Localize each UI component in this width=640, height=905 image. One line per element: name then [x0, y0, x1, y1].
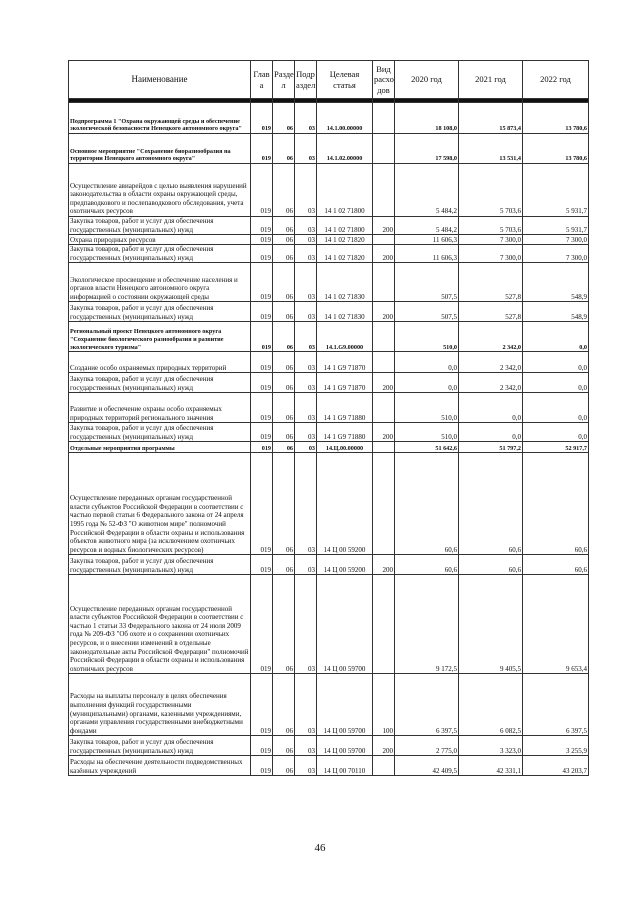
cell-vid: 200 — [373, 736, 395, 756]
cell-vid: 200 — [373, 555, 395, 575]
table-row — [69, 302, 589, 322]
cell-vid: 200 — [373, 302, 395, 322]
cell-vid — [373, 235, 395, 245]
cell-y2021: 60,6 — [459, 555, 523, 575]
cell-y2022: 0,0 — [523, 352, 589, 373]
cell-y2020: 0,0 — [395, 373, 459, 393]
table-row — [69, 393, 589, 423]
cell-y2020: 18 108,0 — [395, 103, 459, 134]
cell-name: Охрана природных ресурсов — [69, 235, 251, 245]
cell-y2021: 42 331,1 — [459, 756, 523, 776]
cell-y2022: 60,6 — [523, 555, 589, 575]
cell-glava: 019 — [251, 217, 273, 235]
cell-y2021: 9 405,5 — [459, 575, 523, 674]
cell-y2020: 2 775,0 — [395, 736, 459, 756]
cell-target: 14 1 G9 71870 — [317, 373, 373, 393]
cell-name: Закупка товаров, работ и услуг для обеспечения государственных (муниципальных) нужд — [69, 736, 251, 756]
table-row — [69, 453, 589, 555]
cell-y2022: 3 255,9 — [523, 736, 589, 756]
cell-target: 14.1.G9.00000 — [317, 322, 373, 352]
cell-vid: 100 — [373, 674, 395, 736]
cell-razdel: 06 — [273, 442, 295, 453]
cell-name: Осуществление авиарейдов с целью выявления нарушений законодательства в области охраны окружающей среды, предпаводкового и послепаводкового обследования, учета охотничьих ресурсов — [69, 164, 251, 217]
cell-podrazdel: 03 — [295, 453, 317, 555]
cell-target: 14.1.00.00000 — [317, 103, 373, 134]
cell-y2020: 5 484,2 — [395, 217, 459, 235]
cell-vid: 200 — [373, 423, 395, 442]
cell-razdel: 06 — [273, 302, 295, 322]
table-row — [69, 235, 589, 245]
cell-glava: 019 — [251, 453, 273, 555]
cell-podrazdel: 03 — [295, 736, 317, 756]
cell-y2021: 2 342,0 — [459, 352, 523, 373]
cell-glava: 019 — [251, 245, 273, 263]
cell-y2021: 527,8 — [459, 263, 523, 302]
cell-y2020: 510,0 — [395, 393, 459, 423]
cell-y2021: 5 703,6 — [459, 217, 523, 235]
cell-name: Закупка товаров, работ и услуг для обеспечения государственных (муниципальных) нужд — [69, 423, 251, 442]
table-row — [69, 322, 589, 352]
cell-razdel: 06 — [273, 453, 295, 555]
cell-name: Отдельные мероприятия программы — [69, 442, 251, 453]
cell-target: 14 Ц 00 59700 — [317, 575, 373, 674]
cell-glava: 019 — [251, 322, 273, 352]
table-row — [69, 736, 589, 756]
cell-vid — [373, 134, 395, 164]
cell-y2022: 0,0 — [523, 423, 589, 442]
cell-target: 14 1 02 71820 — [317, 235, 373, 245]
cell-razdel: 06 — [273, 555, 295, 575]
cell-glava: 019 — [251, 393, 273, 423]
cell-vid: 200 — [373, 245, 395, 263]
table-row — [69, 352, 589, 373]
header-target: Целевая статья — [317, 61, 373, 99]
cell-razdel: 06 — [273, 674, 295, 736]
cell-target: 14.1.02.00000 — [317, 134, 373, 164]
cell-podrazdel: 03 — [295, 373, 317, 393]
cell-target: 14 1 G9 71880 — [317, 393, 373, 423]
header-2021: 2021 год — [459, 61, 523, 99]
table-row — [69, 373, 589, 393]
page-number: 46 — [314, 842, 326, 854]
cell-target: 14 1 G9 71880 — [317, 423, 373, 442]
table-row — [69, 442, 589, 453]
cell-podrazdel: 03 — [295, 575, 317, 674]
cell-y2021: 51 797,2 — [459, 442, 523, 453]
cell-razdel: 06 — [273, 756, 295, 776]
cell-glava: 019 — [251, 674, 273, 736]
cell-razdel: 06 — [273, 423, 295, 442]
cell-name: Экологическое просвещение и обеспечение населения и органов власти Ненецкого автономного округа информацией о состоянии окружающей среды — [69, 263, 251, 302]
table-body — [69, 99, 589, 776]
cell-vid — [373, 575, 395, 674]
cell-y2022: 9 653,4 — [523, 575, 589, 674]
cell-y2020: 60,6 — [395, 453, 459, 555]
cell-podrazdel: 03 — [295, 442, 317, 453]
cell-podrazdel: 03 — [295, 555, 317, 575]
cell-glava: 019 — [251, 302, 273, 322]
cell-vid — [373, 103, 395, 134]
cell-razdel: 06 — [273, 736, 295, 756]
cell-podrazdel: 03 — [295, 393, 317, 423]
cell-podrazdel: 03 — [295, 235, 317, 245]
budget-table — [68, 60, 589, 776]
cell-target: 14 Ц 00 59700 — [317, 674, 373, 736]
cell-razdel: 06 — [273, 103, 295, 134]
cell-y2020: 0,0 — [395, 352, 459, 373]
cell-y2020: 11 606,3 — [395, 245, 459, 263]
cell-vid — [373, 756, 395, 776]
cell-name: Закупка товаров, работ и услуг для обеспечения государственных (муниципальных) нужд — [69, 555, 251, 575]
cell-podrazdel: 03 — [295, 245, 317, 263]
cell-podrazdel: 03 — [295, 674, 317, 736]
cell-y2021: 60,6 — [459, 453, 523, 555]
cell-y2022: 7 300,0 — [523, 245, 589, 263]
table-row — [69, 674, 589, 736]
header-name: Наименование — [69, 61, 251, 99]
cell-target: 14 1 02 71800 — [317, 217, 373, 235]
table-row — [69, 423, 589, 442]
cell-name: Закупка товаров, работ и услуг для обеспечения государственных (муниципальных) нужд — [69, 373, 251, 393]
cell-y2020: 9 172,5 — [395, 575, 459, 674]
cell-podrazdel: 03 — [295, 352, 317, 373]
cell-razdel: 06 — [273, 352, 295, 373]
cell-y2020: 42 409,5 — [395, 756, 459, 776]
cell-name: Расходы на обеспечение деятельности подведомственных казённых учреждений — [69, 756, 251, 776]
cell-y2022: 0,0 — [523, 373, 589, 393]
table-row — [69, 263, 589, 302]
cell-glava: 019 — [251, 736, 273, 756]
cell-y2022: 43 203,7 — [523, 756, 589, 776]
table-row — [69, 217, 589, 235]
cell-name: Закупка товаров, работ и услуг для обеспечения государственных (муниципальных) нужд — [69, 245, 251, 263]
cell-target: 14 Ц 00 59700 — [317, 736, 373, 756]
cell-vid — [373, 453, 395, 555]
table-header-row — [69, 61, 589, 99]
cell-y2021: 13 531,4 — [459, 134, 523, 164]
cell-glava: 019 — [251, 555, 273, 575]
cell-y2020: 11 606,3 — [395, 235, 459, 245]
cell-y2021: 2 342,0 — [459, 373, 523, 393]
cell-target: 14 Ц 00 59200 — [317, 555, 373, 575]
cell-y2022: 0,0 — [523, 322, 589, 352]
cell-podrazdel: 03 — [295, 103, 317, 134]
cell-y2021: 7 300,0 — [459, 245, 523, 263]
table-row — [69, 575, 589, 674]
cell-y2020: 510,0 — [395, 423, 459, 442]
cell-name: Закупка товаров, работ и услуг для обеспечения государственных (муниципальных) нужд — [69, 217, 251, 235]
cell-name: Основное мероприятие "Сохранение биоразнообразия на территории Ненецкого автономного округа" — [69, 134, 251, 164]
cell-glava: 019 — [251, 423, 273, 442]
cell-y2022: 60,6 — [523, 453, 589, 555]
cell-podrazdel: 03 — [295, 134, 317, 164]
cell-vid — [373, 322, 395, 352]
cell-razdel: 06 — [273, 575, 295, 674]
cell-y2021: 15 873,4 — [459, 103, 523, 134]
cell-y2022: 5 931,7 — [523, 164, 589, 217]
cell-y2022: 52 917,7 — [523, 442, 589, 453]
cell-y2022: 13 780,6 — [523, 103, 589, 134]
cell-razdel: 06 — [273, 373, 295, 393]
cell-target: 14 1 02 71830 — [317, 302, 373, 322]
cell-podrazdel: 03 — [295, 423, 317, 442]
cell-name: Осуществление переданных органам государственной власти субъектов Российской Федерации в соответствии с частью первой статьи 6 Федерального закона от 24 апреля 1995 года № 52-ФЗ "О животном мире" полномочий Российской Федерации в области охраны и использования объектов животного мира (за исключением охотничьих ресурсов и водных биологических ресурсов) — [69, 453, 251, 555]
cell-razdel: 06 — [273, 393, 295, 423]
header-2022: 2022 год — [523, 61, 589, 99]
cell-y2021: 0,0 — [459, 393, 523, 423]
cell-razdel: 06 — [273, 322, 295, 352]
cell-glava: 019 — [251, 263, 273, 302]
header-2020: 2020 год — [395, 61, 459, 99]
table-row — [69, 245, 589, 263]
table-row — [69, 756, 589, 776]
cell-name: Осуществление переданных органам государственной власти субъектов Российской Федерации в соответствии с частью 1 статьи 33 Федерального закона от 24 июля 2009 года № 209-ФЗ "Об охоте и о сохранении охотничьих ресурсов, и о внесении изменений в отдельные законодательные акты Российской Федерации" полномочий Российской Федерации в области охраны и использования охотничьих ресурсов — [69, 575, 251, 674]
table-row — [69, 555, 589, 575]
cell-target: 14.Ц.00.00000 — [317, 442, 373, 453]
cell-glava: 019 — [251, 134, 273, 164]
cell-podrazdel: 03 — [295, 756, 317, 776]
cell-glava: 019 — [251, 575, 273, 674]
cell-y2021: 5 703,6 — [459, 164, 523, 217]
cell-podrazdel: 03 — [295, 302, 317, 322]
cell-y2021: 0,0 — [459, 423, 523, 442]
cell-y2021: 527,8 — [459, 302, 523, 322]
cell-glava: 019 — [251, 373, 273, 393]
cell-vid — [373, 393, 395, 423]
table-row — [69, 164, 589, 217]
cell-razdel: 06 — [273, 263, 295, 302]
cell-y2020: 6 397,5 — [395, 674, 459, 736]
cell-name: Закупка товаров, работ и услуг для обеспечения государственных (муниципальных) нужд — [69, 302, 251, 322]
cell-vid — [373, 164, 395, 217]
header-razdel: Разде л — [273, 61, 295, 99]
cell-y2021: 7 300,0 — [459, 235, 523, 245]
cell-y2020: 510,0 — [395, 322, 459, 352]
cell-y2020: 507,5 — [395, 302, 459, 322]
cell-name: Расходы на выплаты персоналу в целях обеспечения выполнения функций государственными (муниципальными) органами, казенными учреждениями, органами управления государственными внебюджетными фондами — [69, 674, 251, 736]
cell-glava: 019 — [251, 235, 273, 245]
cell-target: 14 1 02 71800 — [317, 164, 373, 217]
cell-target: 14 Ц 00 70110 — [317, 756, 373, 776]
cell-y2020: 5 484,2 — [395, 164, 459, 217]
cell-podrazdel: 03 — [295, 263, 317, 302]
cell-name: Региональный проект Ненецкого автономного округа "Сохранение биологического разнообразия и развитие экологического туризма" — [69, 322, 251, 352]
table-row — [69, 103, 589, 134]
header-glava: Глав а — [251, 61, 273, 99]
cell-razdel: 06 — [273, 235, 295, 245]
cell-glava: 019 — [251, 352, 273, 373]
cell-y2022: 6 397,5 — [523, 674, 589, 736]
cell-glava: 019 — [251, 442, 273, 453]
cell-podrazdel: 03 — [295, 322, 317, 352]
cell-target: 14 Ц 00 59200 — [317, 453, 373, 555]
cell-y2022: 0,0 — [523, 393, 589, 423]
cell-y2021: 2 342,0 — [459, 322, 523, 352]
cell-y2020: 17 598,0 — [395, 134, 459, 164]
cell-target: 14 1 02 71830 — [317, 263, 373, 302]
cell-y2021: 6 082,5 — [459, 674, 523, 736]
cell-glava: 019 — [251, 756, 273, 776]
cell-razdel: 06 — [273, 217, 295, 235]
cell-vid — [373, 352, 395, 373]
cell-name: Развитие и обеспечение охраны особо охраняемых природных территорий регионального значения — [69, 393, 251, 423]
header-vid: Вид расхо дов — [373, 61, 395, 99]
cell-y2020: 60,6 — [395, 555, 459, 575]
cell-razdel: 06 — [273, 134, 295, 164]
cell-y2022: 7 300,0 — [523, 235, 589, 245]
header-podrazdel: Подр аздел — [295, 61, 317, 99]
cell-name: Создание особо охраняемых природных территорий — [69, 352, 251, 373]
cell-razdel: 06 — [273, 164, 295, 217]
cell-vid — [373, 442, 395, 453]
table-row — [69, 134, 589, 164]
cell-target: 14 1 02 71820 — [317, 245, 373, 263]
cell-vid — [373, 263, 395, 302]
cell-name: Подпрограмма 1 "Охрана окружающей среды и обеспечение экологической безопасности Ненецкого автономного округа" — [69, 103, 251, 134]
cell-target: 14 1 G9 71870 — [317, 352, 373, 373]
cell-vid: 200 — [373, 373, 395, 393]
cell-podrazdel: 03 — [295, 217, 317, 235]
cell-y2022: 548,9 — [523, 302, 589, 322]
cell-podrazdel: 03 — [295, 164, 317, 217]
cell-y2022: 548,9 — [523, 263, 589, 302]
cell-vid: 200 — [373, 217, 395, 235]
cell-y2022: 5 931,7 — [523, 217, 589, 235]
cell-razdel: 06 — [273, 245, 295, 263]
cell-glava: 019 — [251, 103, 273, 134]
cell-y2020: 507,5 — [395, 263, 459, 302]
cell-y2022: 13 780,6 — [523, 134, 589, 164]
cell-y2021: 3 323,0 — [459, 736, 523, 756]
cell-y2020: 51 642,6 — [395, 442, 459, 453]
cell-glava: 019 — [251, 164, 273, 217]
